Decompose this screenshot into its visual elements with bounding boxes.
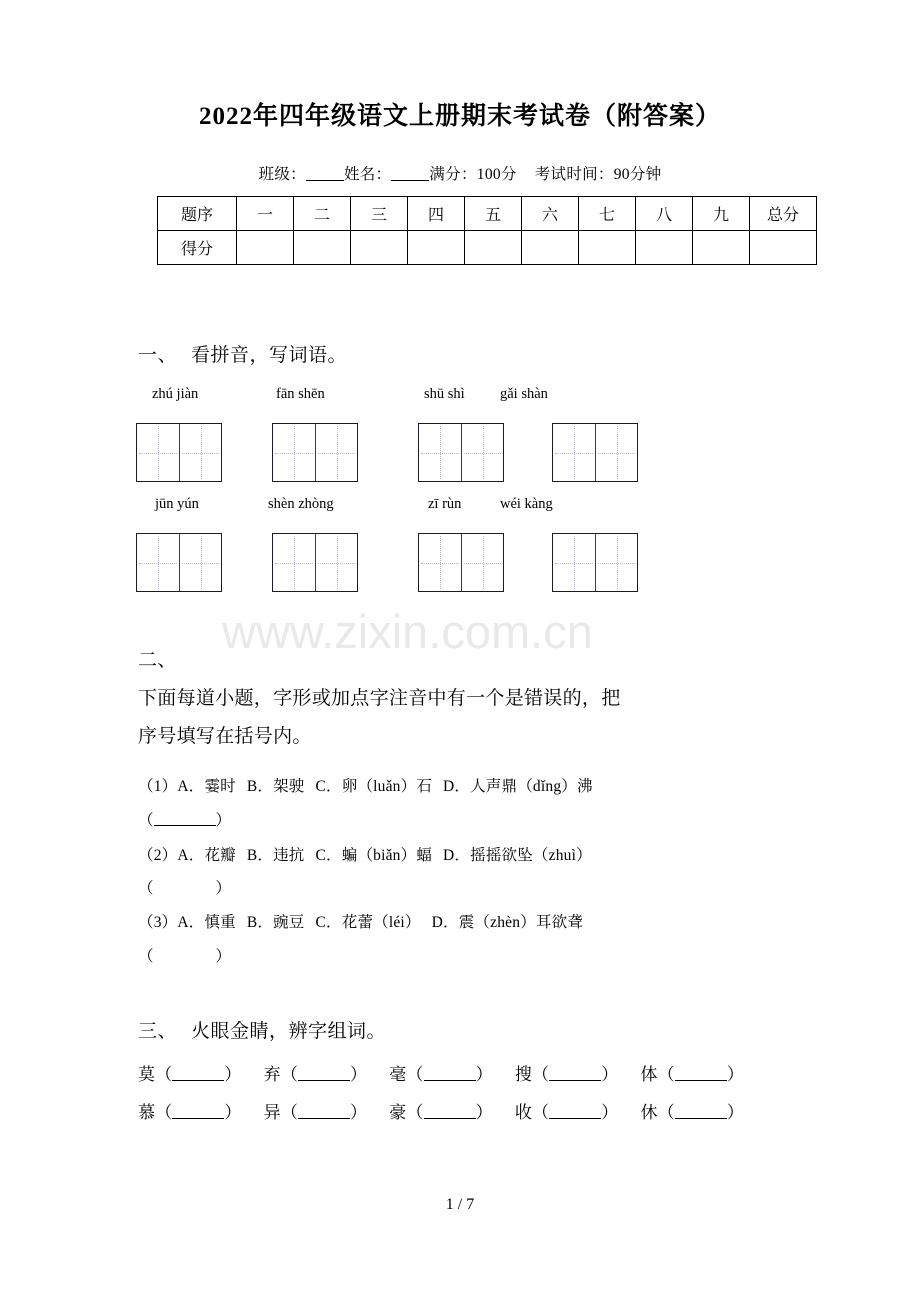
col-header-4: 四 <box>408 197 465 231</box>
word-char: 慕 <box>138 1103 156 1122</box>
question-3-option-c[interactable]: C．花蕾（léi） <box>315 914 421 931</box>
score-cell-1[interactable] <box>237 231 294 265</box>
question-3-option-b[interactable]: B．豌豆 <box>246 914 305 931</box>
word-char: 体 <box>640 1065 658 1084</box>
paren-open: （ <box>138 880 154 897</box>
word-pair-2-4[interactable]: 收（ ） <box>514 1103 619 1122</box>
question-2-option-a[interactable]: A．花瓣 <box>177 847 236 864</box>
tianzige-cell[interactable] <box>315 424 357 481</box>
question-2-answer[interactable] <box>138 876 231 898</box>
full-score-value: 100分 <box>476 166 517 183</box>
question-1-answer-blank[interactable] <box>154 825 216 826</box>
word-pair-1-1[interactable]: 莫（ ） <box>138 1065 242 1084</box>
section-heading-3 <box>138 1016 386 1043</box>
section-prompt-2-line1: 下面每道小题，字形或加点字注音中有一个是错误的，把 <box>138 688 621 709</box>
score-cell-8[interactable] <box>636 231 693 265</box>
tianzige-cell[interactable] <box>553 424 595 481</box>
score-cell-5[interactable] <box>465 231 522 265</box>
class-blank[interactable] <box>306 180 344 181</box>
word-blank[interactable] <box>298 1118 350 1119</box>
tianzige-group-2-1[interactable] <box>136 533 222 592</box>
col-header-total: 总分 <box>750 197 817 231</box>
word-blank[interactable] <box>675 1118 727 1119</box>
col-header-9: 九 <box>693 197 750 231</box>
word-blank[interactable] <box>424 1118 476 1119</box>
tianzige-group-2-3[interactable] <box>418 533 504 592</box>
question-3-option-a[interactable]: A．慎重 <box>177 914 236 931</box>
table-row-headers <box>158 197 817 231</box>
full-score-label: 满分： <box>429 166 477 183</box>
word-pair-2-2[interactable]: 异（ ） <box>263 1103 368 1122</box>
tianzige-group-2-4[interactable] <box>552 533 638 592</box>
tianzige-group-1-3[interactable] <box>418 423 504 482</box>
page-title: 2022年四年级语文上册期末考试卷（附答案） <box>198 103 721 130</box>
pinyin-label-2-4: wéi kàng <box>500 496 553 512</box>
watermark-text: www.zixin.com.cn <box>222 605 593 658</box>
question-1-option-b[interactable]: B．架驶 <box>246 778 305 795</box>
question-2-option-d[interactable]: D．摇摇欲坠（zhuì） <box>443 847 592 864</box>
page-number: 1 / 7 <box>445 1196 475 1213</box>
score-cell-3[interactable] <box>351 231 408 265</box>
word-pair-2-5[interactable]: 休（ ） <box>640 1103 745 1122</box>
question-3-answer[interactable] <box>138 944 231 966</box>
pinyin-label-1-1: zhú jiàn <box>152 386 199 402</box>
tianzige-group-1-1[interactable] <box>136 423 222 482</box>
section-title-3: 火眼金睛，辨字组词。 <box>191 1021 387 1042</box>
row-label-question-order: 题序 <box>158 197 237 231</box>
question-1-option-a[interactable]: A．霎时 <box>177 778 236 795</box>
section-heading-1 <box>138 340 347 367</box>
score-cell-total[interactable] <box>750 231 817 265</box>
paren-open: （ <box>138 948 154 965</box>
tianzige-cell[interactable] <box>137 424 179 481</box>
question-2-number: （2） <box>138 847 178 864</box>
pinyin-label-2-2: shèn zhòng <box>268 496 334 512</box>
tianzige-cell[interactable] <box>461 424 503 481</box>
word-build-row-1 <box>138 1060 744 1085</box>
paren-open: （ <box>138 812 154 829</box>
word-char: 异 <box>263 1103 281 1122</box>
word-blank[interactable] <box>675 1080 727 1081</box>
word-blank[interactable] <box>424 1080 476 1081</box>
section-index-1: 一、 <box>138 345 178 366</box>
name-blank[interactable] <box>391 180 429 181</box>
word-char: 搜 <box>514 1065 533 1084</box>
word-char: 收 <box>514 1103 533 1122</box>
tianzige-group-1-2[interactable] <box>272 423 358 482</box>
col-header-6: 六 <box>522 197 579 231</box>
word-blank[interactable] <box>172 1118 224 1119</box>
exam-time-label: 考试时间： <box>534 166 614 183</box>
score-cell-6[interactable] <box>522 231 579 265</box>
word-pair-1-4[interactable]: 搜（ ） <box>514 1065 619 1084</box>
section-prompt-2-line2: 序号填写在括号内。 <box>138 726 312 747</box>
word-char: 豪 <box>389 1103 407 1122</box>
word-blank[interactable] <box>172 1080 224 1081</box>
question-1-options <box>138 774 604 796</box>
tianzige-cell[interactable] <box>595 534 637 591</box>
section-index-2: 二、 <box>138 650 177 671</box>
exam-time-value: 90分钟 <box>613 166 662 183</box>
pinyin-label-1-4: gǎi shàn <box>500 386 548 402</box>
row-label-score: 得分 <box>158 231 237 265</box>
question-2-options <box>138 843 603 865</box>
pinyin-label-2-1: jūn yún <box>155 496 199 512</box>
paren-close: ） <box>215 880 232 897</box>
tianzige-group-2-2[interactable] <box>272 533 358 592</box>
question-3-options <box>138 910 594 932</box>
tianzige-cell[interactable] <box>137 534 179 591</box>
tianzige-cell[interactable] <box>553 534 595 591</box>
tianzige-cell[interactable] <box>315 534 357 591</box>
word-pair-1-2[interactable]: 弃（ ） <box>263 1065 368 1084</box>
question-1-option-c[interactable]: C．卵（luǎn）石 <box>315 778 433 795</box>
word-char: 弃 <box>263 1065 281 1084</box>
class-label: 班级： <box>258 166 306 183</box>
score-cell-2[interactable] <box>294 231 351 265</box>
word-pair-2-1[interactable]: 慕（ ） <box>138 1103 242 1122</box>
tianzige-cell[interactable] <box>419 534 461 591</box>
question-1-answer[interactable] <box>138 808 231 830</box>
word-char: 休 <box>640 1103 658 1122</box>
col-header-5: 五 <box>465 197 522 231</box>
question-3-option-d[interactable]: D．震（zhèn）耳欲聋 <box>431 914 583 931</box>
word-blank[interactable] <box>549 1080 601 1081</box>
tianzige-cell[interactable] <box>179 424 221 481</box>
score-cell-4[interactable] <box>408 231 465 265</box>
word-pair-1-3[interactable]: 毫（ ） <box>389 1065 493 1084</box>
table-row-scores <box>158 231 817 265</box>
score-table <box>157 196 817 265</box>
pinyin-label-2-3: zī rùn <box>428 496 462 512</box>
col-header-1: 一 <box>237 197 294 231</box>
tianzige-group-1-4[interactable] <box>552 423 638 482</box>
word-build-row-2 <box>138 1098 744 1123</box>
section-title-1: 看拼音，写词语。 <box>191 345 348 366</box>
section-index-3: 三、 <box>138 1021 178 1042</box>
tianzige-cell[interactable] <box>273 424 315 481</box>
tianzige-cell[interactable] <box>273 534 315 591</box>
col-header-8: 八 <box>636 197 693 231</box>
col-header-2: 二 <box>294 197 351 231</box>
pinyin-label-1-3: shū shì <box>424 386 465 402</box>
question-1-number: （1） <box>138 778 178 795</box>
word-char: 莫 <box>138 1065 156 1084</box>
col-header-7: 七 <box>579 197 636 231</box>
paren-close: ） <box>215 948 232 965</box>
score-cell-9[interactable] <box>693 231 750 265</box>
col-header-3: 三 <box>351 197 408 231</box>
tianzige-cell[interactable] <box>419 424 461 481</box>
paren-close: ） <box>215 812 232 829</box>
question-3-number: （3） <box>138 914 178 931</box>
question-2-option-b[interactable]: B．违抗 <box>246 847 305 864</box>
tianzige-cell[interactable] <box>461 534 503 591</box>
tianzige-cell[interactable] <box>179 534 221 591</box>
tianzige-cell[interactable] <box>595 424 637 481</box>
pinyin-label-1-2: fān shēn <box>276 386 325 402</box>
question-2-option-c[interactable]: C．蝙（biǎn）蝠 <box>315 847 433 864</box>
student-info-line <box>0 162 920 184</box>
word-pair-2-3[interactable]: 豪（ ） <box>389 1103 493 1122</box>
score-cell-7[interactable] <box>579 231 636 265</box>
word-pair-1-5[interactable]: 体（ ） <box>640 1065 745 1084</box>
name-label: 姓名： <box>343 166 392 183</box>
word-blank[interactable] <box>298 1080 350 1081</box>
word-blank[interactable] <box>549 1118 601 1119</box>
question-1-option-d[interactable]: D．人声鼎（dǐng）沸 <box>443 778 593 795</box>
word-char: 毫 <box>389 1065 407 1084</box>
